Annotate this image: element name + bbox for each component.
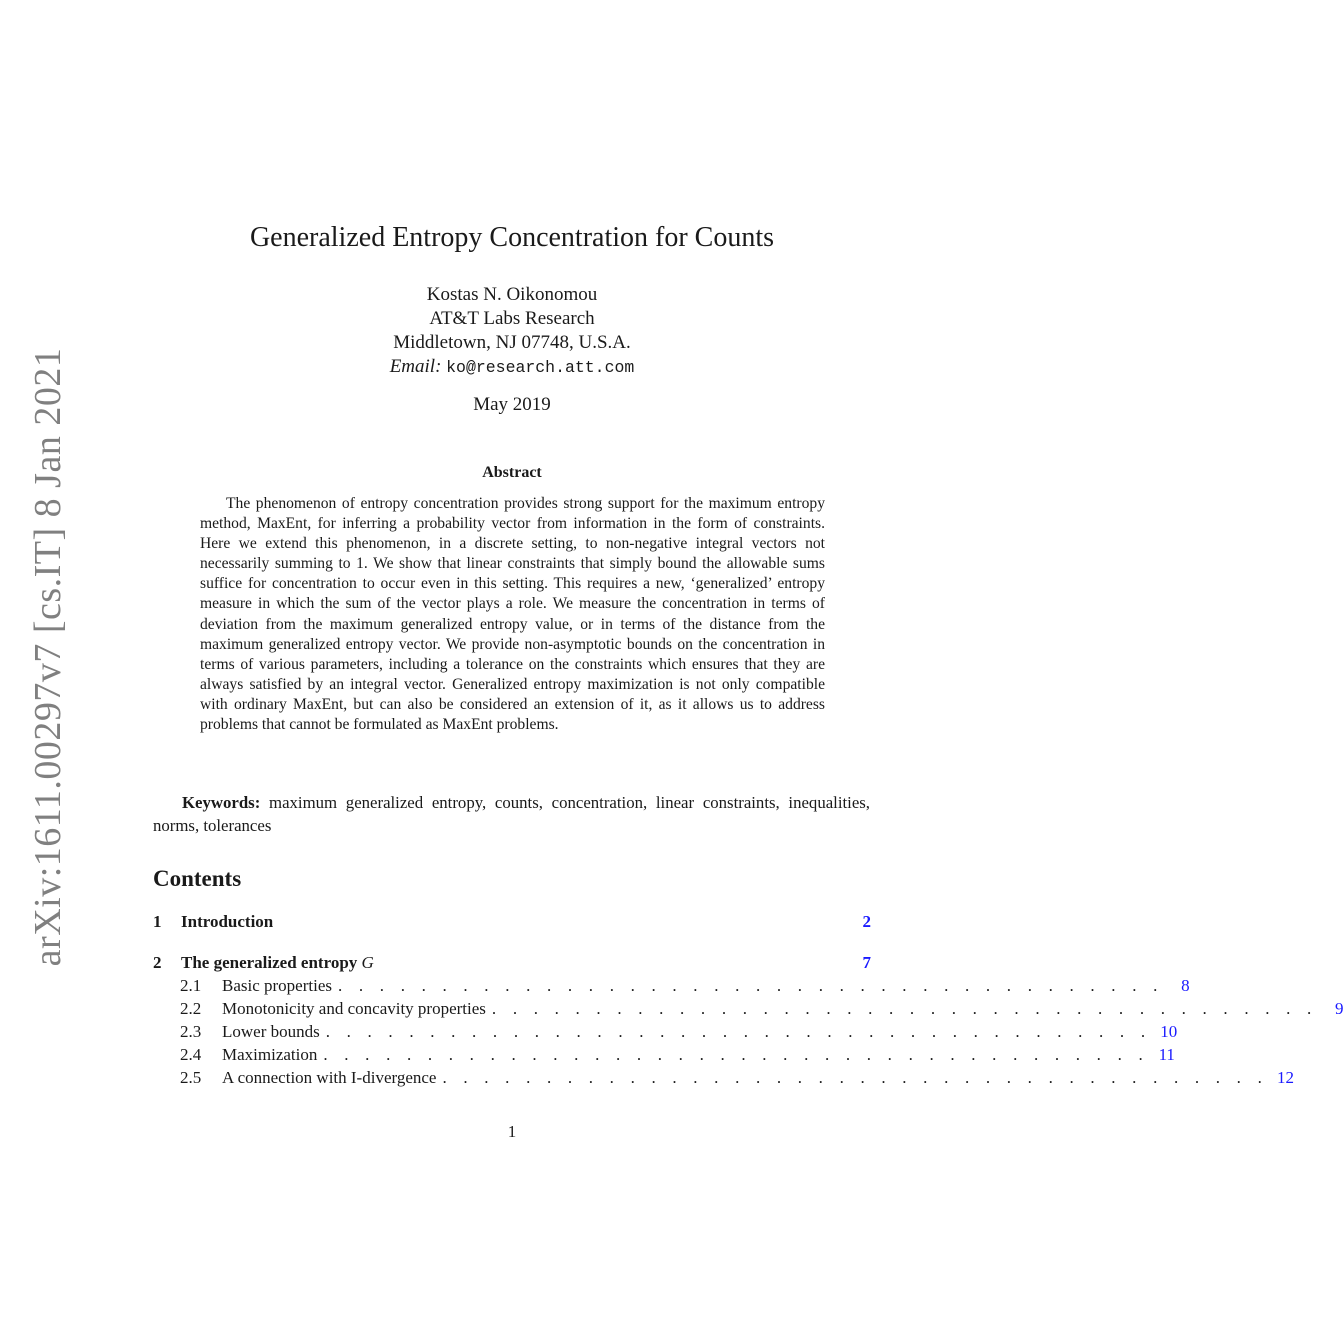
toc-leader-dots: . . . . . . . . . . . . . . . . . . . . . . . . . . . . . . . . . . . . . . . . bbox=[338, 976, 1164, 995]
toc-subsection-number: 2.2 bbox=[180, 999, 202, 1018]
toc-subsection-title: Basic properties bbox=[222, 976, 332, 995]
keywords-text: maximum generalized entropy, counts, concentration, linear constraints, inequalities, norms, tolerances bbox=[153, 793, 870, 835]
toc-section-title: Introduction bbox=[181, 912, 274, 931]
toc-page-link[interactable]: 12 bbox=[1277, 1068, 1295, 1087]
email-label: Email: bbox=[389, 356, 442, 377]
author-address: Middletown, NJ 07748, U.S.A. bbox=[393, 332, 631, 353]
toc-section-title: The generalized entropy G bbox=[181, 953, 374, 972]
abstract-text: The phenomenon of entropy concentration provides strong support for the maximum entropy method, MaxEnt, for inferring a probability vector from information in the form of constraints. Here we extend this phenomenon, in a discrete setting, to non-negative integral vectors not necessarily summing to 1. We show that linear constraints that simply bound the allowable sums suffice for concentration to occur even in this setting. This requires a new, ‘generalized’ entropy measure in which the sum of the vector plays a role. We measure the concentration in terms of deviation from the maximum generalized entropy value, or in terms of the distance from the maximum generalized entropy vector. We provide non-asymptotic bounds on the concentration in terms of various parameters, including a tolerance on the constraints which ensures that they are always satisfied by an integral vector. Generalized entropy maximization is not only compatible with ordinary MaxEnt, but can also be considered an extension of it, as it allows us to address problems that cannot be formulated as MaxEnt problems. bbox=[200, 495, 825, 734]
toc-subsection-maximization[interactable] bbox=[153, 1044, 1175, 1066]
toc-leader-dots: . . . . . . . . . . . . . . . . . . . . . . . . . . . . . . . . . . . . . . . . bbox=[323, 1045, 1149, 1064]
toc-section-number: 2 bbox=[153, 953, 162, 972]
toc-section-generalized-entropy[interactable] bbox=[153, 952, 871, 974]
toc-page-link[interactable]: 10 bbox=[1160, 1022, 1178, 1041]
toc-page-link[interactable]: 8 bbox=[1181, 976, 1190, 995]
toc-subsection-basic-properties[interactable] bbox=[153, 975, 1190, 997]
toc-subsection-number: 2.4 bbox=[180, 1045, 202, 1064]
toc-page-link[interactable]: 7 bbox=[862, 953, 871, 972]
toc-subsection-lower-bounds[interactable] bbox=[153, 1021, 1178, 1043]
toc-subsection-number: 2.5 bbox=[180, 1068, 202, 1087]
toc-subsection-title: Lower bounds bbox=[222, 1022, 320, 1041]
page-number: 1 bbox=[507, 1122, 517, 1141]
author-block bbox=[0, 283, 1024, 380]
toc-leader-dots: . . . . . . . . . . . . . . . . . . . . . . . . . . . . . . . . . . . . . . . . bbox=[442, 1068, 1269, 1087]
toc-subsection-i-divergence[interactable] bbox=[153, 1067, 1295, 1089]
toc-subsection-number: 2.1 bbox=[180, 976, 202, 995]
toc-subsection-title: Monotonicity and concavity properties bbox=[222, 999, 486, 1018]
toc-page-link[interactable]: 9 bbox=[1334, 999, 1343, 1018]
toc-leader-dots: . . . . . . . . . . . . . . . . . . . . . . . . . . . . . . . . . . . . . . . . bbox=[325, 1022, 1152, 1041]
toc-section-introduction[interactable] bbox=[153, 911, 871, 933]
toc-subsection-monotonicity[interactable] bbox=[153, 998, 1343, 1020]
paper-title: Generalized Entropy Concentration for Counts bbox=[249, 222, 775, 253]
author-name: Kostas N. Oikonomou bbox=[426, 284, 598, 305]
toc-subsection-title: Maximization bbox=[222, 1045, 318, 1064]
toc-page-link[interactable]: 11 bbox=[1158, 1045, 1175, 1064]
toc-section-math: G bbox=[361, 953, 374, 972]
author-affiliation: AT&T Labs Research bbox=[429, 308, 595, 329]
toc-leader-dots: . . . . . . . . . . . . . . . . . . . . . . . . . . . . . . . . . . . . . . . . bbox=[491, 999, 1318, 1018]
contents-heading: Contents bbox=[153, 866, 242, 891]
author-email[interactable]: ko@research.att.com bbox=[446, 358, 635, 377]
abstract-heading: Abstract bbox=[482, 464, 542, 481]
toc-section-number: 1 bbox=[153, 912, 162, 931]
paper-date: May 2019 bbox=[473, 394, 551, 415]
author-email-line bbox=[0, 355, 1024, 380]
arxiv-identifier: arXiv:1611.00297v7 [cs.IT] 8 Jan 2021 bbox=[27, 347, 69, 967]
toc-page-link[interactable]: 2 bbox=[862, 912, 871, 931]
toc-subsection-title: A connection with I-divergence bbox=[222, 1068, 437, 1087]
toc-subsection-number: 2.3 bbox=[180, 1022, 202, 1041]
keywords-label: Keywords: bbox=[182, 793, 261, 812]
keywords-paragraph bbox=[153, 791, 870, 837]
